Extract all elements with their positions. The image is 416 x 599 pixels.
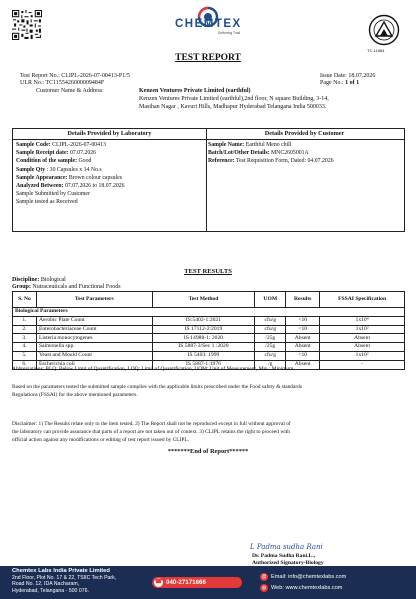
cell-uom: /25g xyxy=(255,334,286,343)
signatory-name: Dr. Padma Sudha Rani.L., xyxy=(252,553,316,559)
handwritten-signature: L Padma sudha Rani xyxy=(250,543,323,551)
footer-address-line: 2nd Floor, Plot No. 17 & 22, TSIIC Tech Park, xyxy=(12,574,117,581)
footer xyxy=(0,566,416,599)
lab-detail-row: Sample Code: CLIPL-2026-07-00413 xyxy=(16,142,106,148)
lab-detail-row: Sample Qty : 30 Capsules x 14 No.s xyxy=(16,166,102,173)
cell-result: Absent xyxy=(286,343,320,352)
cell-sno: 1. xyxy=(13,316,37,325)
cell-param: Yeast and Mould Count xyxy=(36,351,152,360)
ulr-number: ULR No.: TC1155426000009484F xyxy=(20,80,105,86)
globe-icon: ◍ xyxy=(261,584,267,591)
qr-code xyxy=(12,10,42,40)
disclaimer-line-3: official action against any modifications or editing of test report issued by CLIPL. xyxy=(12,437,190,443)
cell-sno: 5. xyxy=(13,351,37,360)
results-header-row xyxy=(13,292,405,308)
table-row xyxy=(13,325,405,334)
cell-result: Absent xyxy=(286,334,320,343)
table-row xyxy=(13,351,405,360)
cell-spec: 1x10² xyxy=(320,351,405,360)
lab-detail-row: Analyzed Between: 07.07.2026 to 18.07.2026 xyxy=(16,183,125,190)
customer-details-heading: Details Provided by Customer xyxy=(205,129,404,140)
cell-method: IS 5403: 1999 xyxy=(152,351,255,360)
cell-result: <10 xyxy=(286,325,320,334)
lab-details-box xyxy=(12,128,207,232)
cell-result: <10 xyxy=(286,351,320,360)
brand-name: CHEMTEX xyxy=(175,18,242,30)
cell-param: Listeria monocytogenes xyxy=(36,334,152,343)
cell-spec: Absent xyxy=(320,334,405,343)
table-row xyxy=(13,316,405,325)
cell-spec: 1x10⁴ xyxy=(320,316,405,325)
cell-spec: Absent xyxy=(320,343,405,352)
cell-uom: cfu/g xyxy=(255,351,286,360)
customer-name: Kenzen Ventures Private Limited (earthful) xyxy=(139,88,251,94)
page-title: TEST REPORT xyxy=(175,53,241,63)
signatory-title: Authorized Signatory-Biology xyxy=(252,560,324,566)
cell-result: Absent xyxy=(286,360,320,369)
cell-param: Escherichia coli xyxy=(36,360,152,369)
phone-number: 040-27171666 xyxy=(166,579,206,586)
web-link[interactable]: ◍ Web: www.chemtexlabs.com xyxy=(261,584,343,591)
lab-note: Sample Submitted by Customer xyxy=(16,191,90,198)
cell-method: IS 5887-3/Sec 1 :2020 xyxy=(152,343,255,352)
report-number: Test Report No.: CLIPL-2026-07-00413-P1/5 xyxy=(20,73,130,79)
email-link[interactable]: @ Email: info@chemtexlabs.com xyxy=(261,573,347,580)
cell-sno: 3. xyxy=(13,334,37,343)
cell-spec: 1x10² xyxy=(320,325,405,334)
conclusion-line-2: Regulations (FSSAI) for the above mentioned parameters. xyxy=(12,392,138,398)
lab-detail-row: Sample Receipt date: 07.07.2026 xyxy=(16,150,97,157)
lab-detail-row: Condition of the sample: Good xyxy=(16,158,92,165)
cell-param: Enterobacteriaceae Count xyxy=(36,325,152,334)
group: Group: Nutraceuticals and Functional Foods xyxy=(12,284,121,290)
issue-date: Issue Date: 18.07.2026 xyxy=(320,73,376,79)
conclusion-line-1: Based on the parameters tested the submitted sample complies with the applicable limits prescribed under the Food safety & standards xyxy=(12,384,302,390)
cell-method: IS 17112-2:2019 xyxy=(152,325,255,334)
column-header: Test Parameters xyxy=(36,292,152,308)
cell-uom: cfu/g xyxy=(255,325,286,334)
results-table xyxy=(12,291,405,370)
cell-sno: 4. xyxy=(13,343,37,352)
cell-sno: 6. xyxy=(13,360,37,369)
lab-note: Sample tested as Received xyxy=(16,199,78,206)
table-row xyxy=(13,334,405,343)
group-label: Biological Parameters xyxy=(13,308,405,317)
footer-address-line: Hyderabad, Telangana - 500 076. xyxy=(12,587,89,594)
column-header: Results xyxy=(286,292,320,308)
column-header: FSSAI Specification xyxy=(320,292,405,308)
cell-method: IS 5887-1:1976 xyxy=(152,360,255,369)
customer-detail-row: Sample Name: Earthful Meno chill xyxy=(208,142,292,148)
email-icon: @ xyxy=(261,573,267,580)
page-number: Page No.: 1 of 1 xyxy=(320,80,360,86)
column-header: Test Method xyxy=(152,292,255,308)
abbreviations: Abbreviations: BLQ: Below Limit of Quantification, LOQ: Limit of Quantification, UOM: Unit of Measurement, Min : Minimum xyxy=(12,366,294,372)
lab-detail-row: Sample Appearance: Brown colour capsules xyxy=(16,174,122,181)
discipline: Discipline: Biological xyxy=(12,277,66,283)
footer-address xyxy=(12,568,116,594)
customer-details-box xyxy=(205,128,405,232)
accreditation-number: TC-11584 xyxy=(367,48,385,53)
column-header: S. No xyxy=(13,292,37,308)
footer-company: Chemtex Labs India Private Limited xyxy=(12,568,110,574)
customer-label: Customer Name & Address: xyxy=(36,88,104,94)
customer-address-line-1: Kenzen Ventures Private Limited (earthful),2nd floor, N square Building, 3-14, xyxy=(139,96,329,102)
accreditation-seal-icon xyxy=(368,14,400,46)
disclaimer-line-1: Disclaimer: 1) The Results relate only to the item tested. 2) The Report shall not be reproduced except in full without approval of xyxy=(12,421,291,427)
column-header: UOM xyxy=(255,292,286,308)
table-row xyxy=(13,343,405,352)
customer-detail-row: Batch/Lot/Other Details: MNC2605001A xyxy=(208,150,309,157)
customer-detail-row: Reference: Test Requisition Form, Dated: 04.07.2026 xyxy=(208,158,334,165)
lab-details-heading: Details Provided by Laboratory xyxy=(13,129,206,140)
cell-method: IS 14988-1: 2020 xyxy=(152,334,255,343)
customer-address-line-2: Masthan Nagar , Kavuri Hills, Madhapur Hyderabad Telangana India 500033. xyxy=(139,104,327,110)
cell-spec: - xyxy=(320,360,405,369)
footer-contact xyxy=(260,572,346,594)
footer-address-line: Road No. 12, IDA Nacharam, xyxy=(12,581,80,588)
cell-param: Salmonella spp. xyxy=(36,343,152,352)
cell-method: IS:5402-1:2021 xyxy=(152,316,255,325)
cell-uom: /25g xyxy=(255,343,286,352)
cell-uom: /g xyxy=(255,360,286,369)
disclaimer-line-2: the laboratory can provide assurance that parts of a report are not taken out of context. 3) CLIPL retains the right to proceed with xyxy=(12,429,290,435)
cell-result: <10 xyxy=(286,316,320,325)
end-of-report: *******End of Report****** xyxy=(167,448,249,455)
brand-tagline: Delivering Trust xyxy=(218,31,241,35)
cell-param: Aerobic Plate Count xyxy=(36,316,152,325)
results-title: TEST RESULTS xyxy=(184,268,232,275)
phone-link[interactable] xyxy=(152,577,242,588)
group-row xyxy=(13,308,405,317)
cell-sno: 2. xyxy=(13,325,37,334)
cell-uom: cfu/g xyxy=(255,316,286,325)
phone-icon: ☎ xyxy=(154,579,163,585)
